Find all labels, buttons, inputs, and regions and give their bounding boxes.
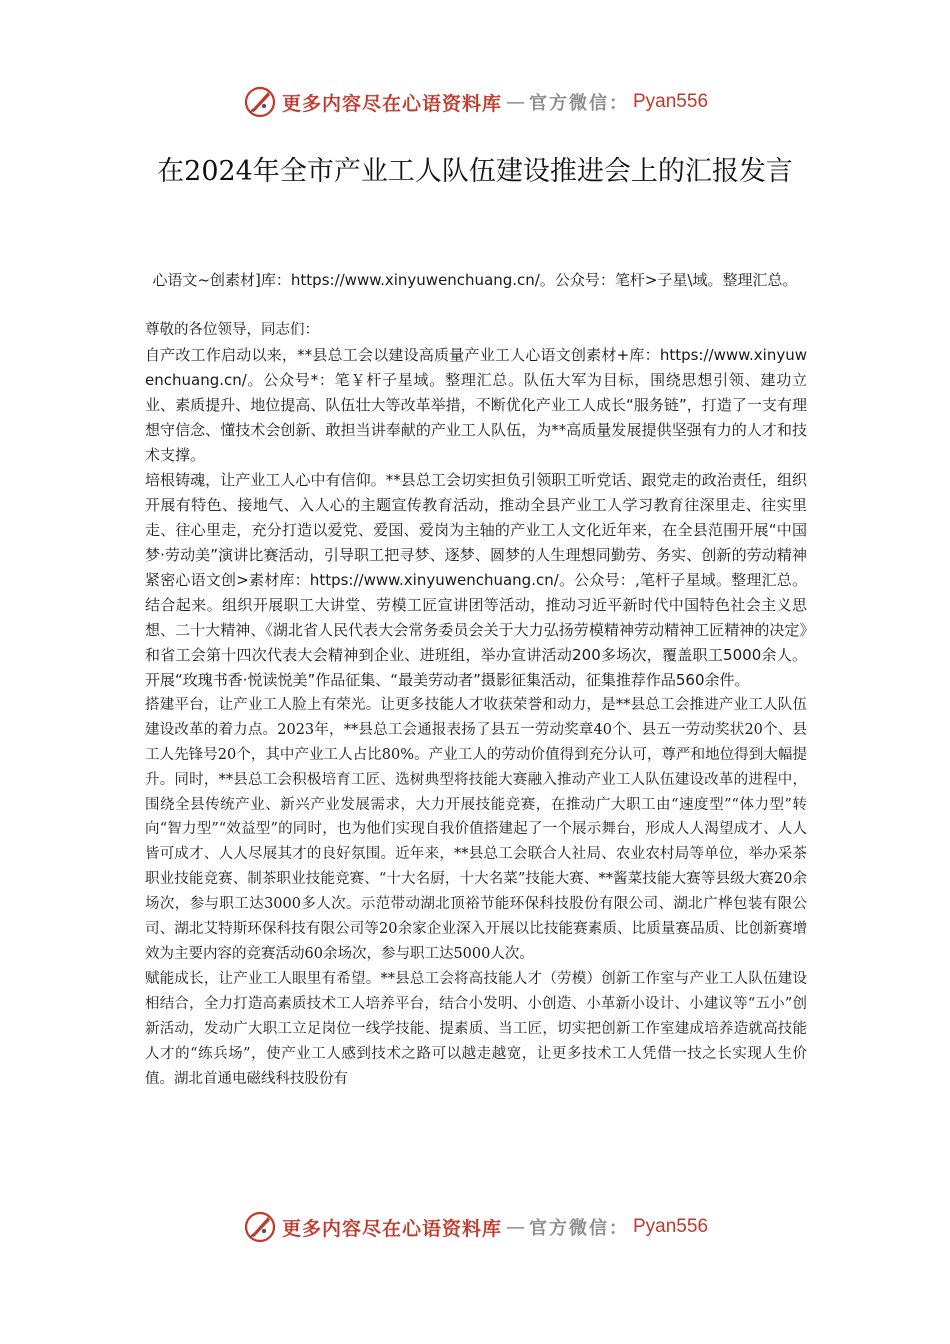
header-banner bbox=[0, 84, 950, 120]
paragraph-platform: 搭建平台，让产业工人脸上有荣光。让更多技能人才收获荣誉和动力，是**县总工会推进产业工人队伍建设改革的着力点。2023年，**县总工会通报表扬了县五一劳动奖章40个、县五一劳动奖状20个、县工人先锋号20个，其中产业工人占比80%。产业工人的劳动价值得到充分认可，尊严和地位得到大幅提升。同时，**县总工会积极培育工匠、选树典型将技能大赛融入推动产业工人队伍建设改革的进程中，围绕全县传统产业、新兴产业发展需求，大力开展技能竞赛，在推动广大职工由“速度型”“体力型”转向“智力型”“效益型”的同时，也为他们实现自我价值搭建起了一个展示舞台，形成人人渴望成才、人人皆可成才、人人尽展其才的良好氛围。近年来，**县总工会联合人社局、农业农村局等单位，举办采茶职业技能竞赛、制茶职业技能竞赛、“十大名厨，十大名菜”技能大赛、**酱菜技能大赛等县级大赛20余场次，参与职工达3000多人次。示范带动湖北顶裕节能环保科技股份有限公司、湖北广桦包装有限公司、湖北艾特斯环保科技有限公司等20余家企业深入开展以比技能赛素质、比质量赛品质、比创新赛增效为主要内容的竞赛活动60余场次，参与职工达5000人次。 bbox=[145, 696, 807, 962]
source-note: 心语文~创素材]库：https://www.xinyuwenchuang.cn/。公众号：笔杆>子星\域。整理汇总。 bbox=[152, 271, 798, 289]
banner-official-label: 官方微信： bbox=[529, 1218, 629, 1239]
quill-pen-seal-icon bbox=[242, 1209, 278, 1245]
banner-text: 更多内容尽在心语资料库 bbox=[281, 92, 502, 115]
footer-banner bbox=[0, 1209, 950, 1245]
banner-dash: — bbox=[506, 91, 525, 113]
banner-official-label: 官方微信： bbox=[529, 93, 629, 114]
salutation: 尊敬的各位领导，同志们： bbox=[145, 322, 319, 338]
banner-wechat-id: Pyan556 bbox=[633, 91, 709, 112]
paragraph-intro: 自产改工作启动以来，**县总工会以建设高质量产业工人心语文创素材+库：https://www.xinyuwenchuang.cn/。公众号*：笔￥杆子星域。整理汇总。队伍大军为目标，围绕思想引领、建功立业、素质提升、地位提高、队伍壮大等改革举措，不断优化产业工人成长“服务链”，打造了一支有理想守信念、懂技术会创新、敢担当讲奉献的产业工人队伍，为**高质量发展提供坚强有力的人才和技术支撑。 bbox=[145, 345, 807, 464]
banner-wechat-id: Pyan556 bbox=[633, 1216, 709, 1237]
paragraph-growth: 赋能成长，让产业工人眼里有希望。**县总工会将高技能人才（劳模）创新工作室与产业工人队伍建设相结合，全力打造高素质技术工人培养平台，结合小发明、小创造、小革新小设计、小建议等“五小”创新活动，发动广大职工立足岗位一线学技能、提素质、当工匠，切实把创新工作室建成培养造就高技能人才的“练兵场”，使产业工人感到技术之路可以越走越宽，让更多技术工人凭借一技之长实现人生价值。湖北首通电磁线科技股份有 bbox=[145, 970, 807, 1087]
paragraph-faith: 培根铸魂，让产业工人心中有信仰。**县总工会切实担负引领职工听党话、跟党走的政治责任，组织开展有特色、接地气、入人心的主题宣传教育活动，推动全县产业工人学习教育往深里走、往实里走、往心里走，充分打造以爱党、爱国、爱岗为主轴的产业工人文化近年来，在全县范围开展“中国梦·劳动美”演讲比赛活动，引导职工把寻梦、逐梦、圆梦的人生理想同勤劳、务实、创新的劳动精神紧密心语文创>素材库：https://www.xinyuwenchuang.cn/。公众号：,笔杆子星域。整理汇总。结合起来。组织开展职工大讲堂、劳模工匠宣讲团等活动，推动习近平新时代中国特色社会主义思想、二十大精神、《湖北省人民代表大会常务委员会关于大力弘扬劳模精神劳动精神工匠精神的决定》和省工会第十四次代表大会精神到企业、进班组，举办宣讲活动200多场次，覆盖职工5000余人。开展“玫瑰书香·悦读悦美”作品征集、“最美劳动者”摄影征集活动，征集推荐作品560余件。 bbox=[145, 470, 807, 689]
document-title: 在2024年全市产业工人队伍建设推进会上的汇报发言 bbox=[157, 156, 793, 187]
banner-text: 更多内容尽在心语资料库 bbox=[281, 1217, 502, 1240]
quill-pen-seal-icon bbox=[242, 84, 278, 120]
banner-dash: — bbox=[506, 1216, 525, 1238]
document-body bbox=[145, 318, 807, 1091]
